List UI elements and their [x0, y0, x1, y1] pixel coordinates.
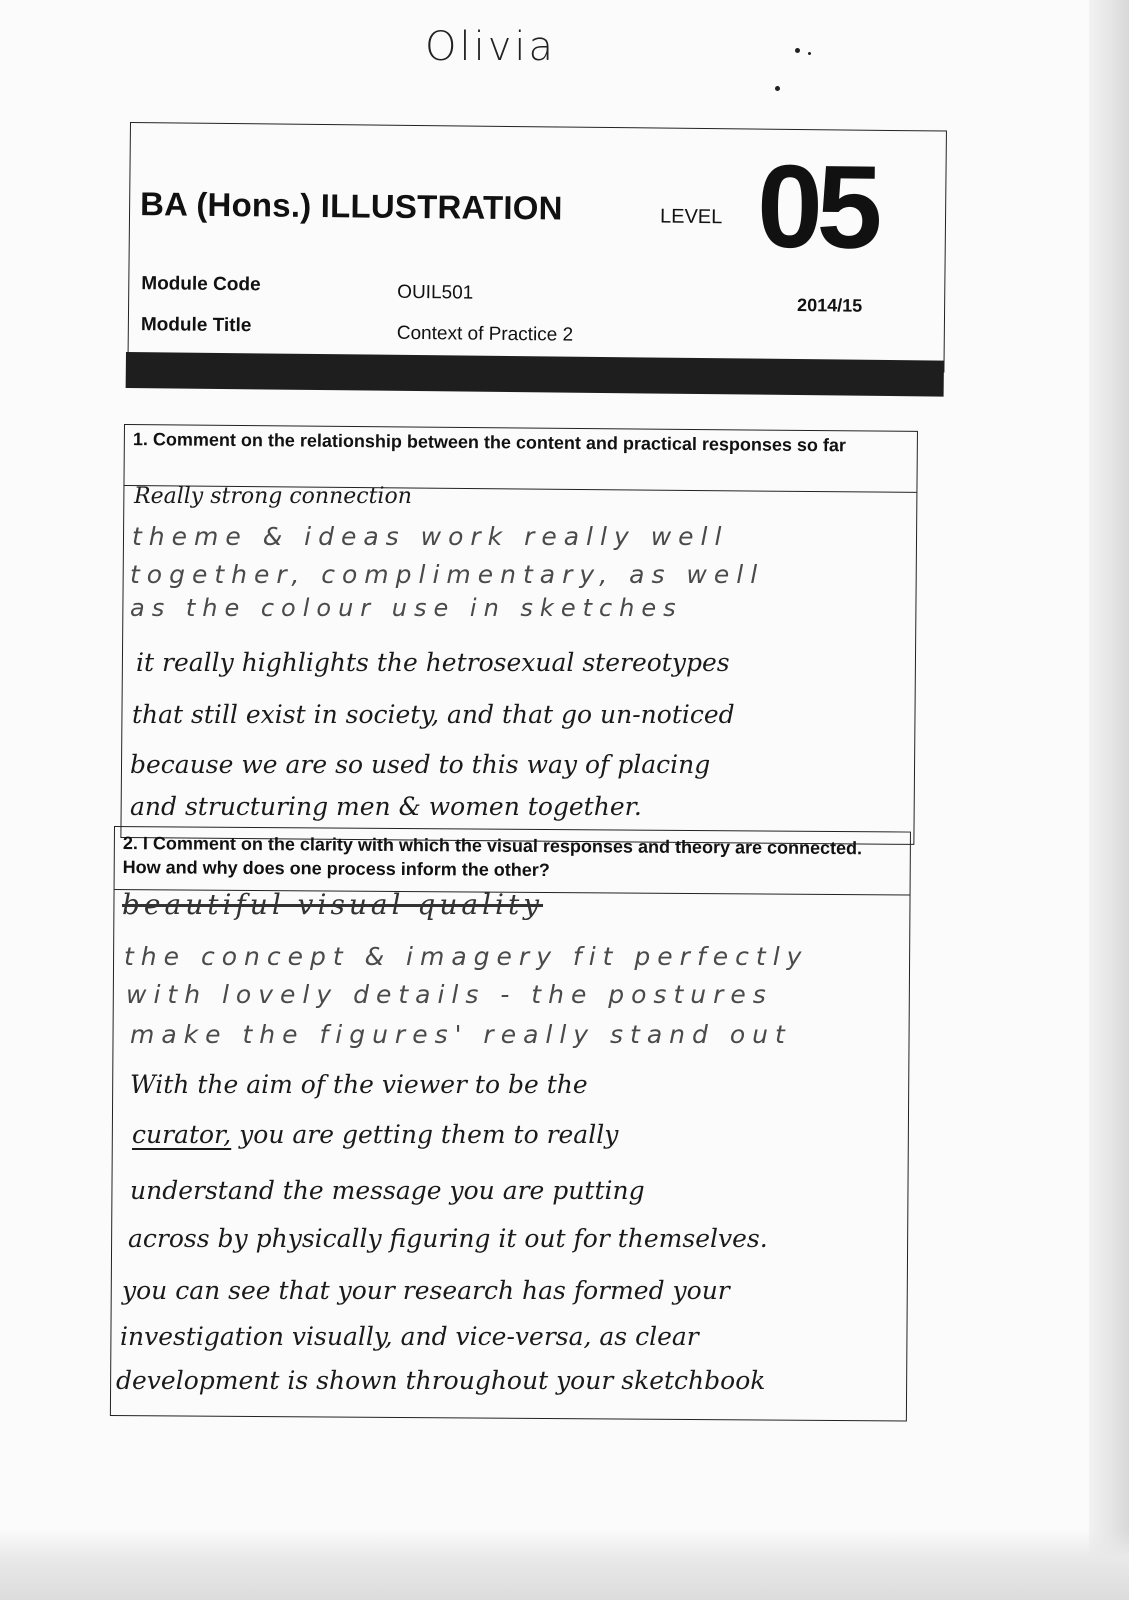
- page-edge-shadow: [1089, 0, 1129, 1600]
- handwritten-line: the concept & imagery fit perfectly: [124, 942, 809, 971]
- handwritten-line: with lovely details - the postures: [126, 980, 773, 1009]
- handwritten-line: make the figures' really stand out: [130, 1020, 792, 1049]
- section-2-question: 2. I Comment on the clarity with which the visual responses and theory are connected. How and why does one process inform the other?: [122, 833, 863, 881]
- handwritten-line: as the colour use in sketches: [130, 594, 683, 622]
- module-header: [127, 122, 946, 373]
- handwritten-line: Really strong connection: [134, 484, 412, 509]
- ink-speck: [795, 48, 800, 53]
- student-name: Olivia: [425, 24, 557, 70]
- handwritten-line: development is shown throughout your sketchbook: [116, 1366, 766, 1395]
- handwritten-line: understand the message you are putting: [130, 1176, 645, 1205]
- handwritten-line: across by physically figuring it out for themselves.: [128, 1224, 768, 1253]
- handwritten-line: together, complimentary, as well: [130, 560, 765, 589]
- module-title-value: Context of Practice 2: [396, 322, 574, 346]
- header-divider-bar: [126, 352, 944, 397]
- course-title: BA (Hons.) ILLUSTRATION: [139, 185, 563, 227]
- level-label: LEVEL: [659, 205, 723, 229]
- academic-year: 2014/15: [797, 294, 863, 316]
- handwritten-line: curator, you are getting them to really: [132, 1120, 619, 1149]
- handwritten-line: investigation visually, and vice-versa, as clear: [120, 1322, 699, 1351]
- handwritten-line: that still exist in society, and that go un-noticed: [132, 700, 735, 729]
- section-1-question: 1. Comment on the relationship between the content and practical responses so far: [132, 429, 847, 456]
- handwritten-line: it really highlights the hetrosexual stereotypes: [136, 648, 730, 677]
- handwritten-line: because we are so used to this way of placing: [130, 750, 711, 779]
- struck-out-line: beautiful visual quality: [122, 888, 544, 921]
- page-bottom-shadow: [0, 1530, 1129, 1600]
- level-number: 05: [756, 140, 878, 274]
- ink-speck: [808, 52, 811, 55]
- module-code-label: Module Code: [141, 273, 261, 296]
- module-title-label: Module Title: [140, 314, 252, 337]
- ink-speck: [775, 86, 780, 91]
- handwritten-line: you can see that your research has formed your: [122, 1276, 730, 1305]
- handwritten-line: theme & ideas work really well: [132, 522, 729, 551]
- handwritten-line: and structuring men & women together.: [130, 792, 642, 821]
- underlined-word: curator,: [132, 1120, 232, 1149]
- module-code-value: OUIL501: [397, 281, 474, 304]
- handwritten-line: With the aim of the viewer to be the: [130, 1070, 588, 1099]
